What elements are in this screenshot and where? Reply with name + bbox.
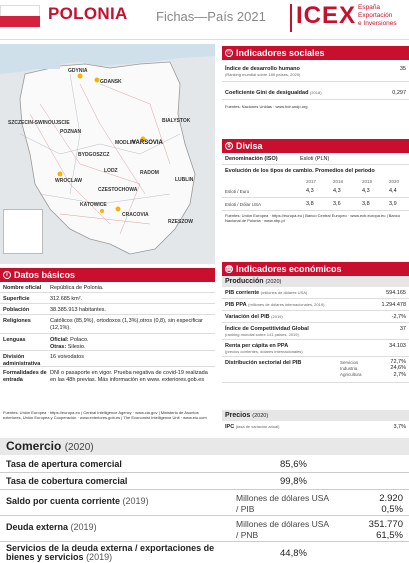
map-label: RZESZOW — [168, 219, 193, 225]
comercio-section — [0, 438, 409, 563]
map-label: LODZ — [104, 168, 118, 174]
source-note: Fuentes: Naciones Unidas · www.hdr.undp.org — [225, 104, 308, 109]
map-label: BIALYSTOK — [162, 118, 191, 124]
section-header: ▤ Indicadores económicos — [222, 262, 409, 276]
comercio-row: Tasa de apertura comercial 85,6% — [0, 456, 409, 473]
datos-basicos-section — [0, 268, 215, 433]
divisa-rate-row: Esloti / Dólar USA 3,8 3,6 3,8 3,9 — [222, 198, 409, 211]
econ-row: Índice de Competitividad Global (ranking mundial sobre 141 países, 2019) 37 — [222, 323, 409, 340]
indicator-row: Coeficiente Gini de desigualdad (2018) 0,297 — [222, 82, 409, 100]
econ-row: PIB PPA (millones de dólares internacionales, 2019) 1.294.478 — [222, 299, 409, 311]
indicadores-economicos-section — [222, 262, 409, 434]
comercio-row: Servicios de la deuda externa / exportaciones de bienes y servicios (2019) 44,8% — [6, 543, 307, 562]
indicadores-sociales-section — [222, 46, 409, 136]
map-label: WROCLAW — [55, 178, 82, 184]
map-label: CRACOVIA — [122, 212, 149, 218]
section-header: ☺ Indicadores sociales — [222, 46, 409, 60]
produccion-subheader: Producción (2020) — [222, 276, 409, 287]
divisa-years-row: 2017 2018 2019 2020 — [306, 179, 400, 184]
currency-icon: $ — [225, 142, 233, 150]
econ-row: PIB corriente (millones de dólares USA) 594.165 — [222, 287, 409, 299]
comercio-header: Comercio (2020) — [0, 438, 409, 455]
chart-icon: ▤ — [226, 266, 232, 272]
comercio-row: Saldo por cuenta corriente (2019) Millones de dólares USA / PIB 2.920 0,5% — [0, 490, 409, 516]
datos-row: Formalidades de entrada DNI o pasaporte en vigor. Prueba negativa de covid-19 realizada en las 48h previas. Más información en www. exteriores.gob.es — [3, 370, 208, 383]
map-label: SZCZECIN-SWINOUJSCIE — [8, 120, 70, 126]
source-note: Fuentes: Unión Europea · https://europa.eu | Central Intelligence Agency · www.cia.gov | Ministerio de Asuntos exteriores, Unión Europea y Cooperación · www.exteriores.gob.es | The Economist Intelligence Unit · www.eiu.com — [3, 410, 207, 420]
indicator-row: Índice de desarrollo humano (Ranking mundial sobre 189 países, 2020) 35 — [222, 60, 409, 82]
map-label: POZNAN — [60, 129, 82, 135]
poland-flag-icon — [0, 5, 40, 27]
map-label: MODLIN — [115, 140, 135, 146]
country-map — [0, 44, 215, 264]
datos-row: Nombre oficial República de Polonia. — [0, 282, 215, 293]
comercio-row: Deuda externa (2019) Millones de dólares USA / PNB 351.770 61,5% — [0, 516, 409, 542]
people-icon: ☺ — [226, 50, 233, 56]
page-header — [0, 0, 409, 40]
map-label: BYDGOSZCZ — [78, 152, 110, 158]
econ-sector-row: Distribución sectorial del PIB Servicios Industria Agricultura 72,7% 24,6% 2,7% — [222, 357, 409, 383]
map-label: KATOWICE — [80, 202, 107, 208]
datos-row: Religiones Católicos (85,9%), ortodoxos (1,3%),otros (0,8), sin especificar (12,1%). — [0, 315, 215, 334]
map-label: LUBLIN — [175, 177, 194, 183]
map-label: GDANSK — [100, 79, 122, 85]
country-title: POLONIA — [48, 4, 128, 23]
section-header: $ Divisa — [222, 139, 409, 153]
ipc-row: IPC (tasa de variación anual) 3,7% — [225, 424, 406, 430]
divisa-section — [222, 139, 409, 235]
econ-row: Variación del PIB (2019) -2,7% — [222, 311, 409, 323]
econ-row: Renta per cápita en PPA (precios corrientes, dólares internacionales) 34.103 — [222, 340, 409, 357]
section-header: i Datos básicos — [0, 268, 215, 282]
map-legend — [3, 209, 43, 254]
map-label: CZESTOCHOWA — [98, 187, 138, 193]
comercio-row: Tasa de cobertura comercial 99,8% — [0, 473, 409, 490]
datos-row: Superficie 312.685 km². — [0, 293, 215, 304]
datos-row: Lenguas Oficial: Polaco. Otras: Silesio. — [0, 334, 215, 351]
divisa-denominacion-row: Denominación (ISO) Esloti (PLN) — [222, 153, 409, 165]
map-label: RADOM — [140, 170, 159, 176]
divisa-rate-row: Esloti / Euro 4,3 4,3 4,3 4,4 — [222, 186, 409, 198]
datos-row: División administrativa 16 voivodatos — [0, 351, 215, 367]
precios-section — [222, 410, 409, 434]
map-label: VARSOVIA — [132, 140, 163, 146]
icex-logo: ICEX España Exportación e Inversiones — [290, 2, 409, 36]
precios-subheader: Precios (2020) — [222, 410, 409, 421]
document-subtitle: Fichas—País 2021 — [156, 9, 266, 24]
info-icon: i — [3, 271, 11, 279]
datos-row: Población 38.385.913 habitantes. — [0, 304, 215, 315]
source-note: Fuentes: Unión Europea · https://europa.eu | Banco Central Europeo · www.ecb.europa.eu | Banco Nacional de Polonia · www.nbp.pl — [225, 213, 401, 223]
map-label: GDYNIA — [68, 68, 88, 74]
divisa-evolucion-label: Evolución de los tipos de cambio. Promedios del periodo — [225, 168, 375, 174]
